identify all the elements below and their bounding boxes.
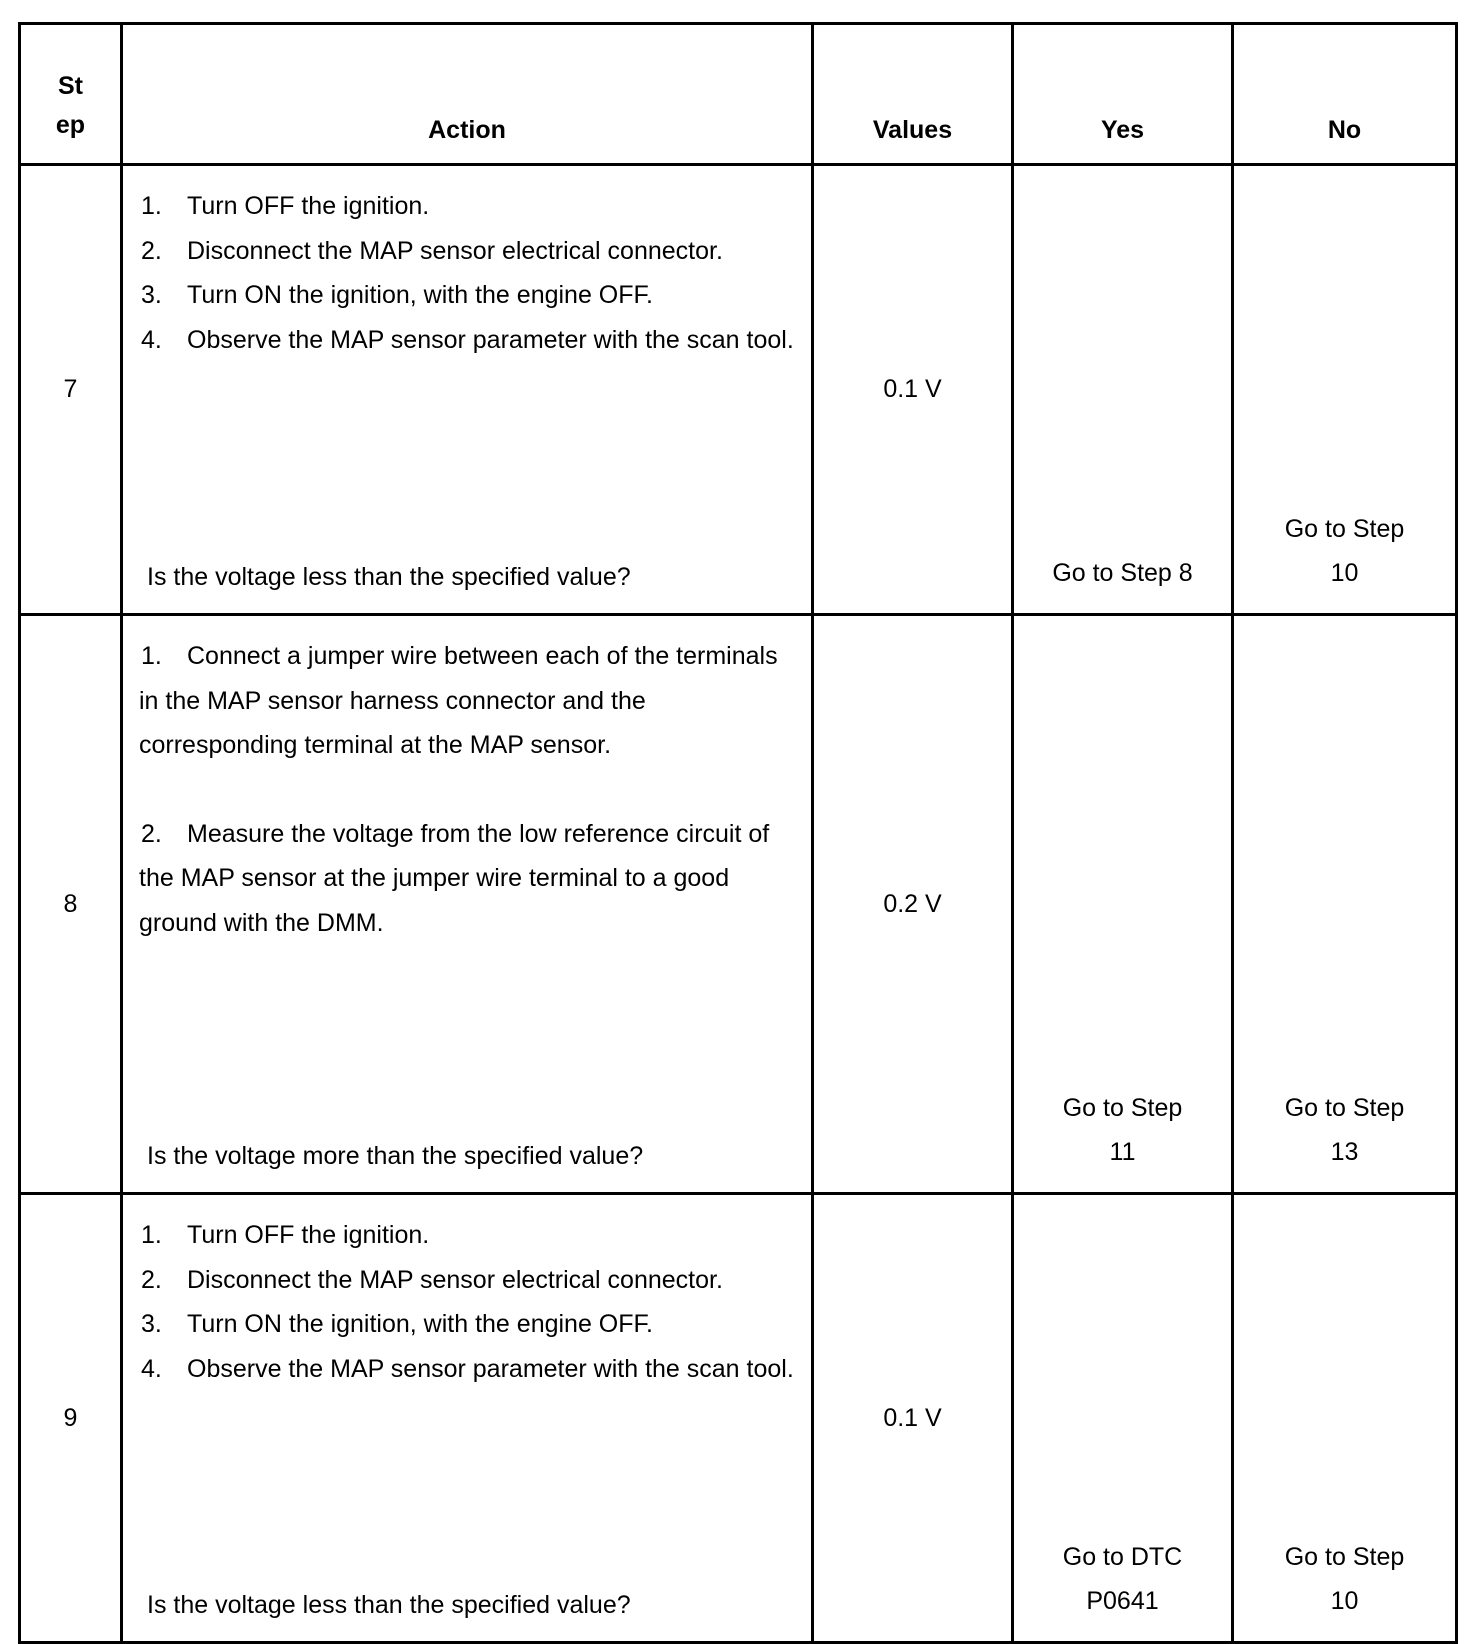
yes-outcome-text: Go to Step 11 bbox=[1062, 1094, 1183, 1166]
instruction-item bbox=[139, 318, 799, 363]
instruction-number: 2. bbox=[141, 1265, 162, 1294]
spec-value: 0.1 V bbox=[813, 1194, 1013, 1643]
instruction-text: Disconnect the MAP sensor electrical connector. bbox=[187, 236, 723, 265]
instruction-text: Turn ON the ignition, with the engine OFF. bbox=[187, 1310, 653, 1338]
instruction-number: 1. bbox=[141, 192, 162, 220]
header-yes: Yes bbox=[1013, 24, 1233, 165]
no-outcome-text: Go to Step 10 bbox=[1284, 1543, 1405, 1615]
instruction-item bbox=[139, 634, 799, 768]
step-number: 8 bbox=[20, 615, 122, 1194]
instruction-number: 1. bbox=[141, 1221, 162, 1249]
header-values: Values bbox=[813, 24, 1013, 165]
instruction-item bbox=[139, 273, 799, 318]
table-row bbox=[20, 1194, 1457, 1643]
table-row bbox=[20, 615, 1457, 1194]
instruction-number: 2. bbox=[141, 819, 162, 848]
instruction-text: Disconnect the MAP sensor electrical connector. bbox=[187, 1265, 723, 1294]
header-step-line2: ep bbox=[55, 111, 86, 139]
yes-outcome-text: Go to Step 8 bbox=[1052, 559, 1193, 587]
instruction-item bbox=[139, 229, 799, 274]
header-row bbox=[20, 24, 1457, 165]
yes-outcome-text: Go to DTC P0641 bbox=[1062, 1543, 1183, 1615]
instruction-number: 4. bbox=[141, 1354, 162, 1383]
header-step bbox=[20, 24, 122, 165]
no-outcome bbox=[1233, 165, 1457, 615]
instruction-item bbox=[139, 184, 799, 229]
table-row bbox=[20, 165, 1457, 615]
instruction-text: Turn ON the ignition, with the engine OFF. bbox=[187, 281, 653, 309]
spec-value: 0.1 V bbox=[813, 165, 1013, 615]
header-no: No bbox=[1233, 24, 1457, 165]
header-action: Action bbox=[122, 24, 813, 165]
question-text: Is the voltage less than the specified value? bbox=[147, 562, 631, 591]
no-outcome bbox=[1233, 1194, 1457, 1643]
no-outcome-text: Go to Step 10 bbox=[1284, 515, 1405, 587]
instruction-item bbox=[139, 1347, 799, 1392]
no-outcome bbox=[1233, 615, 1457, 1194]
instruction-item bbox=[139, 1213, 799, 1258]
instruction-number: 3. bbox=[141, 1310, 162, 1338]
question-text: Is the voltage more than the specified value? bbox=[147, 1141, 644, 1170]
no-outcome-text: Go to Step 13 bbox=[1284, 1094, 1405, 1166]
question-text: Is the voltage less than the specified value? bbox=[147, 1590, 631, 1619]
instruction-list bbox=[139, 184, 799, 362]
instruction-text: Connect a jumper wire between each of the terminals in the MAP sensor harness connector and the corresponding terminal at the MAP sensor. bbox=[139, 642, 778, 759]
header-step-line1: St bbox=[58, 72, 83, 100]
instruction-list bbox=[139, 1213, 799, 1391]
instruction-text: Observe the MAP sensor parameter with the scan tool. bbox=[187, 1354, 794, 1383]
yes-outcome bbox=[1013, 165, 1233, 615]
yes-outcome bbox=[1013, 615, 1233, 1194]
yes-outcome bbox=[1013, 1194, 1233, 1643]
instruction-number: 2. bbox=[141, 236, 162, 265]
instruction-number: 1. bbox=[141, 642, 162, 670]
instruction-number: 4. bbox=[141, 325, 162, 354]
instruction-list bbox=[139, 634, 799, 945]
instruction-text: Turn OFF the ignition. bbox=[187, 1221, 430, 1249]
instruction-text: Observe the MAP sensor parameter with the scan tool. bbox=[187, 325, 794, 354]
instruction-text: Measure the voltage from the low reference circuit of the MAP sensor at the jumper wire terminal to a good ground with the DMM. bbox=[139, 819, 770, 937]
spacer bbox=[139, 768, 799, 812]
step-number: 7 bbox=[20, 165, 122, 615]
instruction-item bbox=[139, 1302, 799, 1347]
instruction-text: Turn OFF the ignition. bbox=[187, 192, 430, 220]
instruction-item bbox=[139, 1258, 799, 1303]
instruction-number: 3. bbox=[141, 281, 162, 309]
spec-value: 0.2 V bbox=[813, 615, 1013, 1194]
instruction-item bbox=[139, 812, 799, 946]
action-cell bbox=[122, 165, 813, 615]
step-number: 9 bbox=[20, 1194, 122, 1643]
action-cell bbox=[122, 615, 813, 1194]
diagnostic-table bbox=[18, 22, 1458, 1644]
action-cell bbox=[122, 1194, 813, 1643]
